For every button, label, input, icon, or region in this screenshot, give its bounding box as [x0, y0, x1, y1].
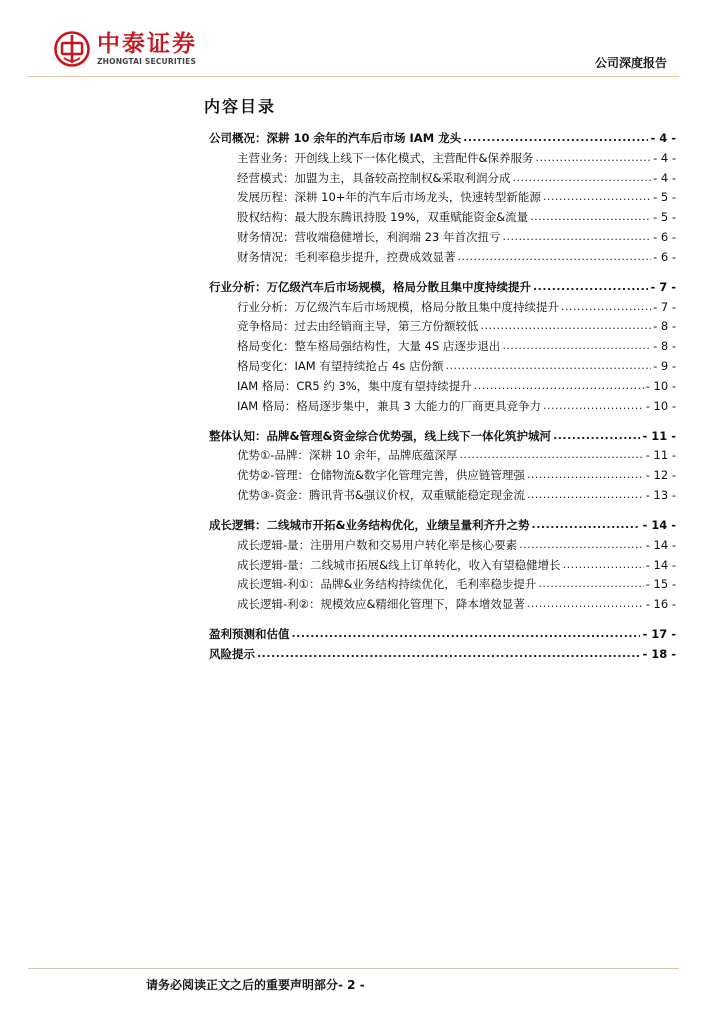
toc-entry-page: - 10 -	[645, 378, 676, 393]
toc-leader-dots	[445, 359, 651, 373]
toc-leader-dots	[543, 399, 644, 413]
toc-entry-page: - 14 -	[642, 517, 676, 532]
toc-sub-entry[interactable]	[209, 396, 676, 416]
toc-entry-page: - 6 -	[653, 249, 676, 264]
report-type-label: 公司深度报告	[594, 56, 667, 70]
brand-name-cn: 中泰证券	[97, 30, 197, 57]
toc-heading-entry[interactable]	[209, 277, 676, 297]
page-footer	[146, 976, 365, 993]
toc-entry-label: 行业分析：万亿级汽车后市场规模，格局分散且集中度持续提升	[237, 299, 559, 314]
toc-leader-dots	[519, 538, 644, 552]
toc-leader-dots	[561, 300, 651, 314]
toc-entry-page: - 5 -	[653, 190, 676, 205]
page-header	[0, 0, 724, 80]
toc-sub-entry[interactable]	[209, 297, 676, 317]
toc-leader-dots	[502, 230, 651, 244]
toc-entry-label: 股权结构：最大股东腾讯持股 19%，双重赋能资金&流量	[237, 210, 529, 225]
toc-heading-entry[interactable]	[209, 624, 676, 644]
toc-entry-page: - 11 -	[642, 428, 676, 443]
toc-entry-page: - 7 -	[653, 299, 676, 314]
toc-entry-page: - 16 -	[645, 597, 676, 612]
toc-sub-entry[interactable]	[209, 594, 676, 614]
toc-entry-page: - 5 -	[653, 210, 676, 225]
toc-entry-page: - 6 -	[653, 230, 676, 245]
toc-entry-label: 财务情况：毛利率稳步提升，控费成效显著	[237, 249, 456, 264]
toc-leader-dots	[458, 250, 652, 264]
toc-sub-entry[interactable]	[209, 535, 676, 555]
toc-entry-label: 优势③-资金：腾讯背书&强议价权，双重赋能稳定现金流	[237, 488, 525, 503]
toc-leader-dots	[527, 597, 644, 611]
toc-group-gap	[209, 505, 676, 515]
toc-entry-page: - 14 -	[645, 557, 676, 572]
toc-heading-entry[interactable]	[209, 128, 676, 148]
toc-sub-entry[interactable]	[209, 465, 676, 485]
toc-entry-label: 格局变化：整车格局强结构性，大量 4S 店逐步退出	[237, 339, 501, 354]
toc-sub-entry[interactable]	[209, 356, 676, 376]
toc-title: 内容目录	[204, 97, 277, 116]
toc-entry-page: - 11 -	[645, 448, 676, 463]
toc-entry-page: - 17 -	[642, 627, 676, 642]
toc-entry-label: 成长逻辑-利②：规模效应&精细化管理下，降本增效显著	[237, 597, 525, 612]
toc-entry-page: - 12 -	[645, 468, 676, 483]
toc-sub-entry[interactable]	[209, 148, 676, 168]
header-divider	[28, 76, 679, 77]
toc-entry-label: IAM 格局：格局逐步集中，兼具 3 大能力的厂商更具竞争力	[237, 398, 541, 413]
toc-sub-entry[interactable]	[209, 376, 676, 396]
toc-sub-entry[interactable]	[209, 168, 676, 188]
toc-entry-label: 优势②-管理：仓储物流&数字化管理完善，供应链管理强	[237, 468, 525, 483]
toc-leader-dots	[292, 627, 641, 641]
toc-entry-page: - 8 -	[653, 339, 676, 354]
toc-leader-dots	[543, 190, 651, 204]
toc-entry-page: - 9 -	[653, 359, 676, 374]
toc-sub-entry[interactable]	[209, 485, 676, 505]
toc-leader-dots	[459, 448, 643, 462]
toc-sub-entry[interactable]	[209, 575, 676, 595]
toc-entry-label: 主营业务：开创线上线下一体化模式，主营配件&保养服务	[237, 150, 534, 165]
toc-leader-dots	[257, 647, 640, 661]
toc-entry-page: - 18 -	[642, 647, 676, 662]
toc-entry-page: - 15 -	[645, 577, 676, 592]
toc-entry-label: 成长逻辑-量：二线城市拓展&线上订单转化，收入有望稳健增长	[237, 557, 561, 572]
toc-leader-dots	[463, 131, 648, 145]
toc-entry-page: - 8 -	[653, 319, 676, 334]
toc-leader-dots	[535, 151, 651, 165]
toc-leader-dots	[553, 429, 640, 443]
toc-group-gap	[209, 614, 676, 624]
toc-sub-entry[interactable]	[209, 446, 676, 466]
toc-sub-entry[interactable]	[209, 227, 676, 247]
toc-group-gap	[209, 416, 676, 426]
toc-leader-dots	[527, 488, 644, 502]
toc-leader-dots	[532, 518, 641, 532]
toc-entry-label: 风险提示	[209, 647, 255, 662]
page-number: - 2 -	[338, 978, 365, 992]
toc-leader-dots	[527, 468, 644, 482]
toc-entry-label: 竞争格局：过去由经销商主导，第三方份额较低	[237, 319, 479, 334]
toc-entry-label: 发展历程：深耕 10+年的汽车后市场龙头，快速转型新能源	[237, 190, 541, 205]
toc-heading-entry[interactable]	[209, 644, 676, 664]
footer-divider	[28, 968, 679, 969]
toc-entry-label: 财务情况：营收端稳健增长，利润端 23 年首次扭亏	[237, 230, 501, 245]
toc-leader-dots	[502, 339, 651, 353]
toc-sub-entry[interactable]	[209, 247, 676, 267]
toc-entry-label: 盈利预测和估值	[209, 627, 290, 642]
toc-sub-entry[interactable]	[209, 317, 676, 337]
toc-entry-label: 公司概况：深耕 10 余年的汽车后市场 IAM 龙头	[209, 131, 462, 145]
toc-leader-dots	[530, 210, 651, 224]
toc-sub-entry[interactable]	[209, 207, 676, 227]
toc-leader-dots	[538, 577, 643, 591]
toc-leader-dots	[563, 558, 644, 572]
toc-entry-page: - 14 -	[645, 537, 676, 552]
table-of-contents	[209, 128, 676, 664]
toc-entry-page: - 10 -	[645, 398, 676, 413]
disclaimer-notice: 请务必阅读正文之后的重要声明部分	[146, 978, 339, 992]
toc-entry-label: 经营模式：加盟为主，具备较高控制权&采取利润分成	[237, 170, 511, 185]
toc-leader-dots	[481, 319, 652, 333]
toc-entry-page: - 4 -	[653, 170, 676, 185]
toc-entry-page: - 4 -	[650, 131, 676, 145]
toc-heading-entry[interactable]	[209, 515, 676, 535]
toc-sub-entry[interactable]	[209, 188, 676, 208]
toc-entry-page: - 7 -	[650, 279, 676, 294]
toc-leader-dots	[474, 379, 644, 393]
brand-logo	[54, 28, 197, 70]
toc-sub-entry[interactable]	[209, 555, 676, 575]
toc-entry-label: 行业分析：万亿级汽车后市场规模，格局分散且集中度持续提升	[209, 279, 531, 294]
toc-leader-dots	[533, 280, 648, 294]
zhongtai-logo-icon	[54, 31, 90, 67]
toc-entry-label: IAM 格局：CR5 约 3%，集中度有望持续提升	[237, 378, 472, 393]
toc-heading-entry[interactable]	[209, 426, 676, 446]
toc-entry-label: 优势①-品牌：深耕 10 余年，品牌底蕴深厚	[237, 448, 458, 463]
brand-name-en: ZHONGTAI SECURITIES	[97, 56, 197, 66]
toc-group-gap	[209, 267, 676, 277]
toc-entry-page: - 13 -	[645, 488, 676, 503]
toc-entry-label: 成长逻辑-利①：品牌&业务结构持续优化，毛利率稳步提升	[237, 577, 537, 592]
toc-entry-label: 整体认知：品牌&管理&资金综合优势强，线上线下一体化筑护城河	[209, 428, 552, 443]
toc-entry-page: - 4 -	[653, 150, 676, 165]
toc-entry-label: 成长逻辑-量：注册用户数和交易用户转化率是核心要素	[237, 537, 518, 552]
toc-entry-label: 成长逻辑：二线城市开拓&业务结构优化，业绩呈量利齐升之势	[209, 517, 530, 532]
toc-sub-entry[interactable]	[209, 336, 676, 356]
toc-entry-label: 格局变化：IAM 有望持续抢占 4s 店份额	[237, 359, 444, 374]
toc-leader-dots	[512, 171, 651, 185]
